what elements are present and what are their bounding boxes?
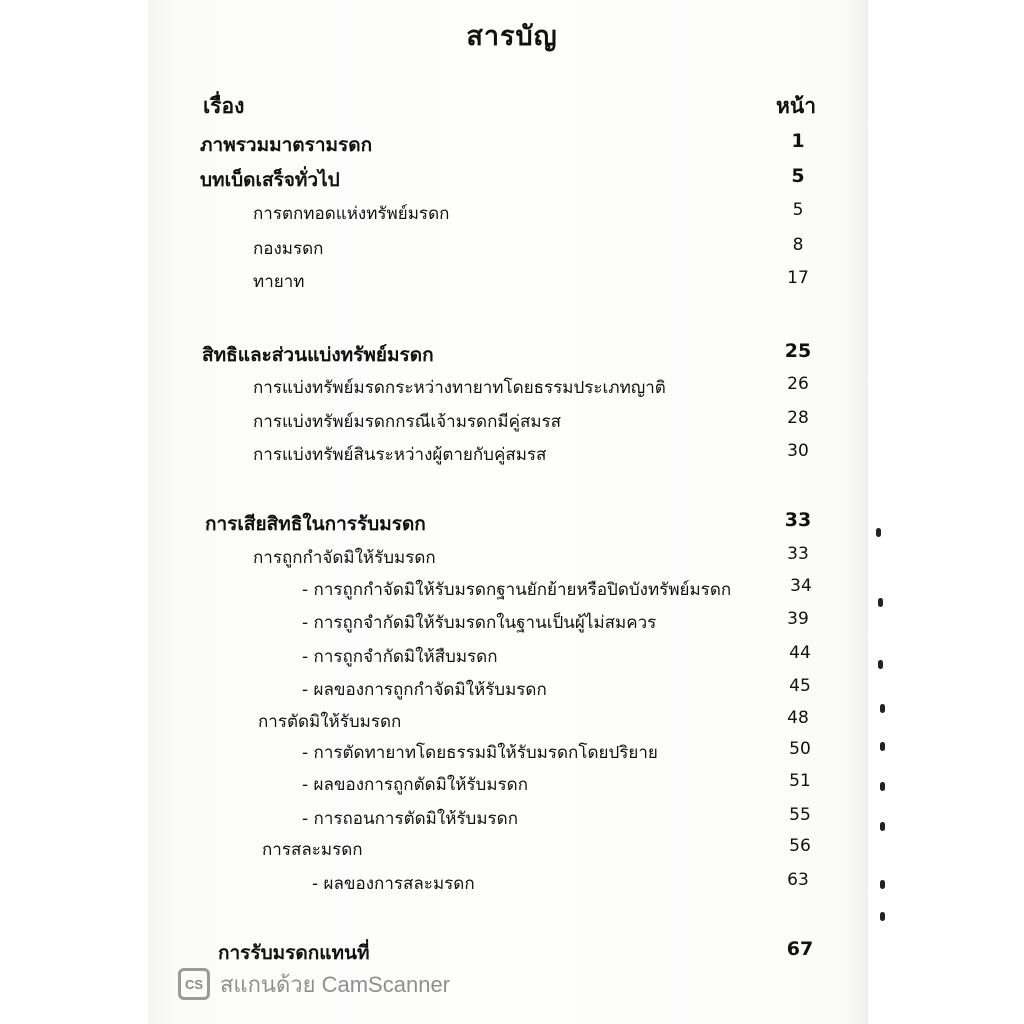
camscanner-watermark	[178, 967, 450, 1001]
toc-entry-page-number: 33	[787, 544, 809, 564]
toc-entry	[0, 165, 1024, 199]
toc-entry-label: การแบ่งทรัพย์มรดกกรณีเจ้ามรดกมีคู่สมรส	[253, 412, 562, 432]
toc-entry-label: การแบ่งทรัพย์มรดกระหว่างทายาทโดยธรรมประเภทญาติ	[253, 378, 666, 398]
topic-column-header: เรื่อง	[203, 94, 245, 118]
toc-entry-page-number: 30	[787, 441, 809, 461]
toc-entry	[0, 643, 1024, 677]
toc-entry	[0, 708, 1024, 742]
toc-entry	[0, 235, 1024, 269]
toc-entry	[0, 609, 1024, 643]
toc-entry	[0, 676, 1024, 710]
toc-entry-page-number: 17	[787, 268, 809, 288]
toc-entry-page-number: 26	[787, 374, 809, 394]
toc-entry-label: - การถูกจำกัดมิให้รับมรดกในฐานเป็นผู้ไม่สมควร	[302, 613, 657, 633]
toc-entry-page-number: 63	[787, 870, 809, 890]
toc-entry	[0, 509, 1024, 543]
toc-entry	[0, 268, 1024, 302]
toc-entry	[0, 836, 1024, 870]
toc-entry	[0, 130, 1024, 164]
page-column-header: หน้า	[776, 94, 816, 118]
toc-entry-label: กองมรดก	[253, 239, 324, 259]
toc-entry-label: - ผลของการสละมรดก	[312, 874, 475, 894]
toc-entry-label: สิทธิและส่วนแบ่งทรัพย์มรดก	[202, 344, 434, 366]
toc-entry-page-number: 55	[789, 805, 811, 825]
toc-entry-page-number: 44	[789, 643, 811, 663]
toc-entry-page-number: 28	[787, 408, 809, 428]
toc-entry-page-number: 1	[791, 130, 805, 152]
toc-entry-label: - การถูกกำจัดมิให้รับมรดกฐานยักย้ายหรือปิดบังทรัพย์มรดก	[302, 580, 732, 600]
toc-entry	[0, 771, 1024, 805]
toc-entry-page-number: 5	[791, 165, 805, 187]
toc-entry	[0, 739, 1024, 773]
toc-entry-label: - ผลของการถูกตัดมิให้รับมรดก	[302, 775, 528, 795]
toc-entry-page-number: 39	[787, 609, 809, 629]
toc-entry-page-number: 67	[786, 938, 814, 960]
toc-entry	[0, 805, 1024, 839]
toc-entry-page-number: 51	[789, 771, 811, 791]
toc-entry	[0, 938, 1024, 972]
toc-entry-label: ภาพรวมมาตรามรดก	[200, 134, 373, 156]
toc-entry-page-number: 33	[784, 509, 812, 531]
watermark-text: สแกนด้วย CamScanner	[220, 971, 451, 997]
toc-entry-label: - การตัดทายาทโดยธรรมมิให้รับมรดกโดยปริยาย	[302, 743, 658, 763]
toc-entry	[0, 441, 1024, 475]
page-title: สารบัญ	[466, 21, 558, 52]
toc-entry	[0, 408, 1024, 442]
toc-entry	[0, 544, 1024, 578]
toc-entry-label: ทายาท	[253, 272, 305, 292]
toc-entry-page-number: 5	[792, 200, 804, 220]
toc-entry-page-number: 8	[792, 235, 804, 255]
camscanner-logo-icon: CS	[178, 968, 210, 1000]
toc-entry-label: - การถูกจำกัดมิให้สืบมรดก	[302, 647, 498, 667]
toc-entry-label: การตกทอดแห่งทรัพย์มรดก	[253, 204, 450, 224]
toc-entry	[0, 576, 1024, 610]
toc-entry	[0, 870, 1024, 904]
toc-entry	[0, 200, 1024, 234]
toc-entry	[0, 374, 1024, 408]
toc-entry-page-number: 34	[790, 576, 812, 596]
toc-entry-page-number: 50	[789, 739, 811, 759]
toc-entry-label: การรับมรดกแทนที่	[218, 942, 370, 964]
toc-entry-label: การถูกกำจัดมิให้รับมรดก	[253, 548, 436, 568]
toc-entry-label: บทเบ็ดเสร็จทั่วไป	[200, 169, 340, 191]
toc-entry-page-number: 25	[784, 340, 812, 362]
toc-entry-page-number: 48	[787, 708, 809, 728]
toc-entry-page-number: 45	[789, 676, 811, 696]
toc-entry-label: การตัดมิให้รับมรดก	[258, 712, 402, 732]
toc-entry-label: การสละมรดก	[262, 840, 363, 860]
toc-entry-label: การแบ่งทรัพย์สินระหว่างผู้ตายกับคู่สมรส	[253, 445, 547, 465]
toc-entry-label: - ผลของการถูกกำจัดมิให้รับมรดก	[302, 680, 547, 700]
toc-entry-page-number: 56	[789, 836, 811, 856]
toc-entry-label: การเสียสิทธิในการรับมรดก	[205, 513, 426, 535]
toc-entry	[0, 340, 1024, 374]
toc-entry-label: - การถอนการตัดมิให้รับมรดก	[302, 809, 518, 829]
